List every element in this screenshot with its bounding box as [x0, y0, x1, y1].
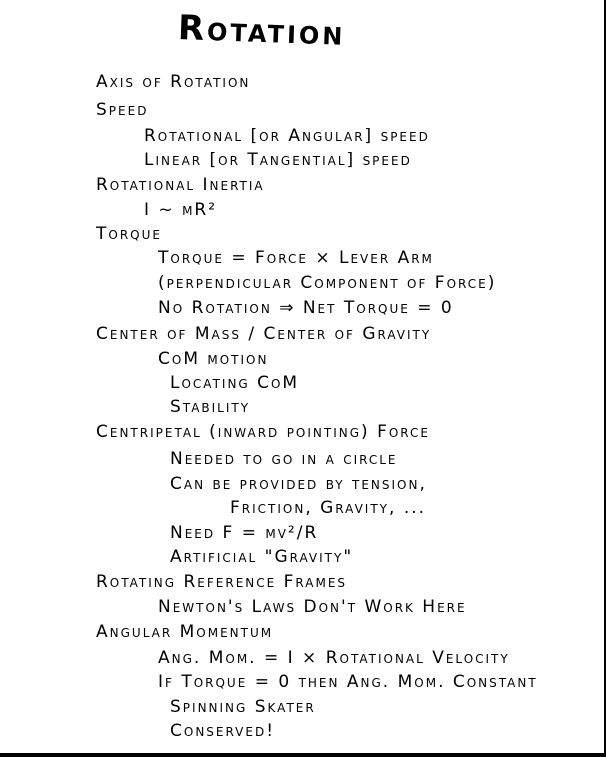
topic-torque: Torque [96, 224, 162, 244]
formula-torque: Torque = Force × Lever Arm [158, 248, 434, 268]
topic-axis-of-rotation: Axis of Rotation [96, 72, 251, 92]
formula-inertia: I ~ mR² [144, 200, 218, 220]
note-conserved: Conserved! [170, 721, 276, 741]
formula-angular-momentum: Ang. Mom. = I × Rotational Velocity [158, 648, 510, 668]
note-needed-circle: Needed to go in a circle [170, 449, 398, 469]
note-no-rotation: No Rotation ⇒ Net Torque = 0 [158, 298, 454, 318]
topic-rotating-frames: Rotating Reference Frames [96, 572, 348, 592]
note-artificial-gravity: Artificial "Gravity" [170, 547, 354, 567]
note-friction-gravity: Friction, Gravity, ... [230, 498, 427, 518]
subtopic-locating-com: Locating CoM [170, 373, 300, 393]
note-newtons-laws: Newton's Laws Don't Work Here [158, 597, 467, 617]
topic-rotational-inertia: Rotational Inertia [96, 175, 265, 195]
page-edge-bottom [0, 753, 606, 757]
subtopic-com-motion: CoM motion [158, 349, 269, 369]
topic-speed: Speed [96, 100, 149, 120]
topic-angular-momentum: Angular Momentum [96, 622, 274, 642]
page-title: Rotation [177, 8, 347, 54]
subtopic-linear-speed: Linear [or Tangential] speed [144, 150, 412, 170]
note-perpendicular-component: (perpendicular Component of Force) [158, 273, 497, 293]
subtopic-rotational-speed: Rotational [or Angular] speed [144, 126, 430, 146]
subtopic-stability: Stability [170, 397, 251, 417]
topic-center-of-mass: Center of Mass / Center of Gravity [96, 324, 432, 344]
note-torque-zero: If Torque = 0 then Ang. Mom. Constant [158, 672, 538, 692]
note-provided-by: Can be provided by tension, [170, 474, 427, 494]
topic-centripetal-force: Centripetal (inward pointing) Force [96, 422, 431, 442]
formula-centripetal: Need F = mv²/R [170, 523, 319, 543]
note-spinning-skater: Spinning Skater [170, 697, 316, 717]
